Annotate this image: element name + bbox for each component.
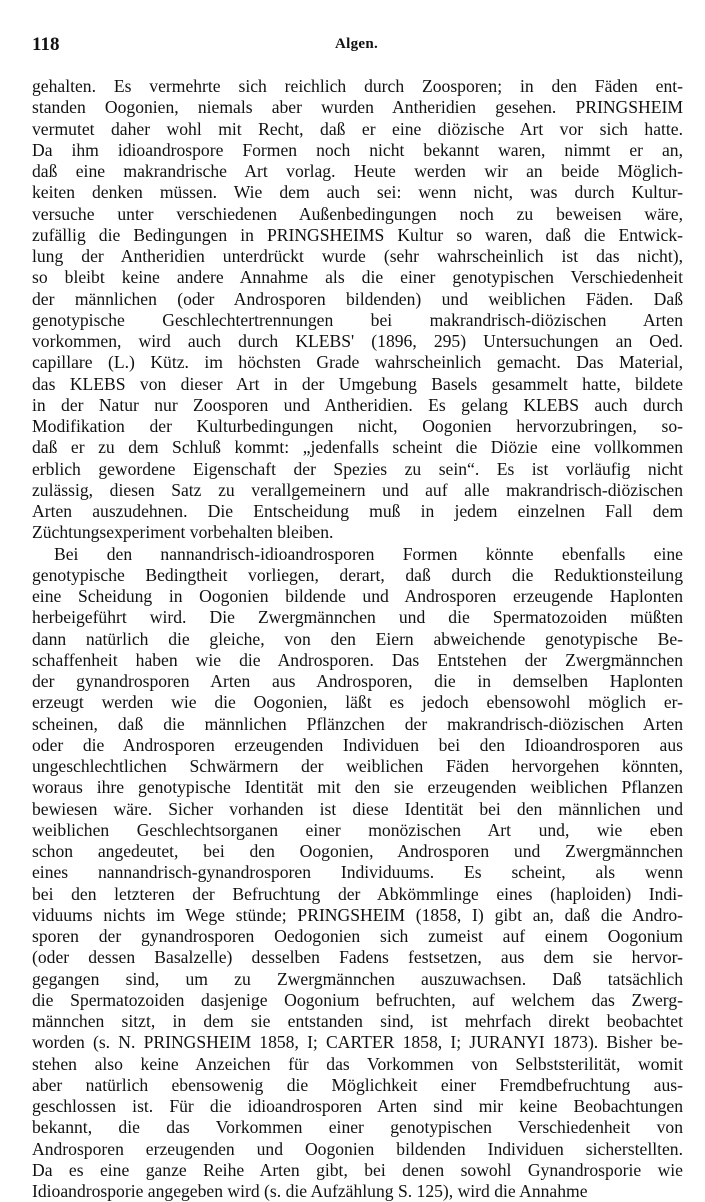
text-line: keiten denken müssen. Wie dem auch sei: wenn nicht, was durch Kultur- <box>32 182 683 203</box>
text-line: die Spermatozoiden dasjenige Oogonium befruchten, auf welchem das Zwerg- <box>32 990 683 1011</box>
text-line: daß eine makrandrische Art vorlag. Heute werden wir an beide Möglich- <box>32 161 683 182</box>
text-line: gegangen sind, um zu Zwergmännchen auszuwachsen. Daß tatsächlich <box>32 969 683 990</box>
text-line: worden (s. N. PRINGSHEIM 1858, I; CARTER 1858, I; JURANYI 1873). Bisher be- <box>32 1032 683 1053</box>
text-line: scheinen, daß die männlichen Pflänzchen der makrandrisch-diözischen Arten <box>32 714 683 735</box>
body-text <box>32 76 683 1202</box>
text-line: bekannt, die das Vorkommen einer genotypischen Verschiedenheit von <box>32 1117 683 1138</box>
text-line: lung der Antheridien unterdrückt wurde (sehr wahrscheinlich ist das nicht), <box>32 246 683 267</box>
text-line: stehen also keine Anzeichen für das Vorkommen von Selbststerilität, womit <box>32 1054 683 1075</box>
text-line: woraus ihre genotypische Identität mit den sie erzeugenden weiblichen Pflanzen <box>32 777 683 798</box>
text-line: das KLEBS von dieser Art in der Umgebung Basels gesammelt hatte, bildete <box>32 374 683 395</box>
text-line: in der Natur nur Zoosporen und Antheridien. Es gelang KLEBS auch durch <box>32 395 683 416</box>
text-line: bewiesen wäre. Sicher vorhanden ist diese Identität bei den männlichen und <box>32 799 683 820</box>
text-line: ungeschlechtlichen Schwärmern der weiblichen Fäden hervorgehen könnten, <box>32 756 683 777</box>
page-number: 118 <box>32 34 59 56</box>
text-line: capillare (L.) Kütz. im höchsten Grade wahrscheinlich gemacht. Das Material, <box>32 352 683 373</box>
text-line: viduums nichts im Wege stünde; PRINGSHEIM (1858, I) gibt an, daß die Andro- <box>32 905 683 926</box>
text-line: vorkommen, wird auch durch KLEBS' (1896, 295) Untersuchungen an Oed. <box>32 331 683 352</box>
text-line: Idioandrosporie angegeben wird (s. die Aufzählung S. 125), wird die Annahme <box>32 1181 683 1202</box>
text-line: geschlossen ist. Für die idioandrosporen Arten sind mir keine Beobachtungen <box>32 1096 683 1117</box>
text-line: Da ihm idioandrospore Formen noch nicht bekannt waren, nimmt er an, <box>32 140 683 161</box>
text-line: vermutet daher wohl mit Recht, daß er eine diözische Art vor sich hatte. <box>32 119 683 140</box>
text-line: weiblichen Geschlechtsorganen einer monözischen Art und, wie eben <box>32 820 683 841</box>
text-line: männchen sitzt, in dem sie entstanden sind, ist mehrfach direkt beobachtet <box>32 1011 683 1032</box>
text-line: dann natürlich die gleiche, von den Eiern abweichende genotypische Be- <box>32 629 683 650</box>
text-line: gehalten. Es vermehrte sich reichlich durch Zoosporen; in den Fäden ent- <box>32 76 683 97</box>
text-line: der gynandrosporen Arten aus Androsporen, die in demselben Haplonten <box>32 671 683 692</box>
text-line: Arten auszudehnen. Die Entscheidung muß in jedem einzelnen Fall dem <box>32 501 683 522</box>
text-line: eines nannandrisch-gynandrosporen Individuums. Es scheint, als wenn <box>32 862 683 883</box>
text-line: eine Scheidung in Oogonien bildende und Androsporen erzeugende Haplonten <box>32 586 683 607</box>
paragraph <box>32 544 683 1202</box>
text-line: herbeigeführt wird. Die Zwergmännchen und die Spermatozoiden müßten <box>32 607 683 628</box>
text-line: der männlichen (oder Androsporen bildenden) und weiblichen Fäden. Daß <box>32 289 683 310</box>
text-line: genotypische Bedingtheit vorliegen, derart, daß durch die Reduktionsteilung <box>32 565 683 586</box>
text-line: (oder dessen Basalzelle) desselben Fadens festsetzen, aus dem sie hervor- <box>32 947 683 968</box>
text-line: zufällig die Bedingungen in PRINGSHEIMS Kultur so waren, daß die Entwick- <box>32 225 683 246</box>
text-line: sporen der gynandrosporen Oedogonien sich zumeist auf einem Oogonium <box>32 926 683 947</box>
text-line: genotypische Geschlechtertrennungen bei makrandrisch-diözischen Arten <box>32 310 683 331</box>
text-line: versuche unter verschiedenen Außenbedingungen noch zu beweisen wäre, <box>32 204 683 225</box>
text-line: so bleibt keine andere Annahme als die einer genotypischen Verschiedenheit <box>32 267 683 288</box>
text-line: erzeugt werden wie die Oogonien, läßt es jedoch ebensowohl möglich er- <box>32 692 683 713</box>
text-line: standen Oogonien, niemals aber wurden Antheridien gesehen. PRINGSHEIM <box>32 97 683 118</box>
text-line: Modifikation der Kulturbedingungen nicht, Oogonien hervorzubringen, so- <box>32 416 683 437</box>
text-line: schon angedeutet, bei den Oogonien, Androsporen und Zwergmännchen <box>32 841 683 862</box>
text-line: oder die Androsporen erzeugenden Individuen bei den Idioandrosporen aus <box>32 735 683 756</box>
text-line: zulässig, diesen Satz zu verallgemeinern und auf alle makrandrisch-diözischen <box>32 480 683 501</box>
running-head: Algen. <box>32 36 681 53</box>
text-line: bei den letzteren der Befruchtung der Abkömmlinge eines (haploiden) Indi- <box>32 884 683 905</box>
text-line: daß er zu dem Schluß kommt: „jedenfalls scheint die Diözie eine vollkommen <box>32 437 683 458</box>
paragraph <box>32 76 683 544</box>
text-line: Androsporen erzeugenden und Oogonien bildenden Individuen sicherstellten. <box>32 1139 683 1160</box>
text-line: Züchtungsexperiment vorbehalten bleiben. <box>32 522 683 543</box>
text-line: Bei den nannandrisch-idioandrosporen Formen könnte ebenfalls eine <box>32 544 683 565</box>
text-line: erblich gewordene Eigenschaft der Spezies zu sein“. Es ist vorläufig nicht <box>32 459 683 480</box>
text-line: Da es eine ganze Reihe Arten gibt, bei denen sowohl Gynandrosporie wie <box>32 1160 683 1181</box>
text-line: aber natürlich ebensowenig die Möglichkeit einer Fremdbefruchtung aus- <box>32 1075 683 1096</box>
text-line: schaffenheit haben wie die Androsporen. Das Entstehen der Zwergmännchen <box>32 650 683 671</box>
page-header <box>32 34 681 58</box>
